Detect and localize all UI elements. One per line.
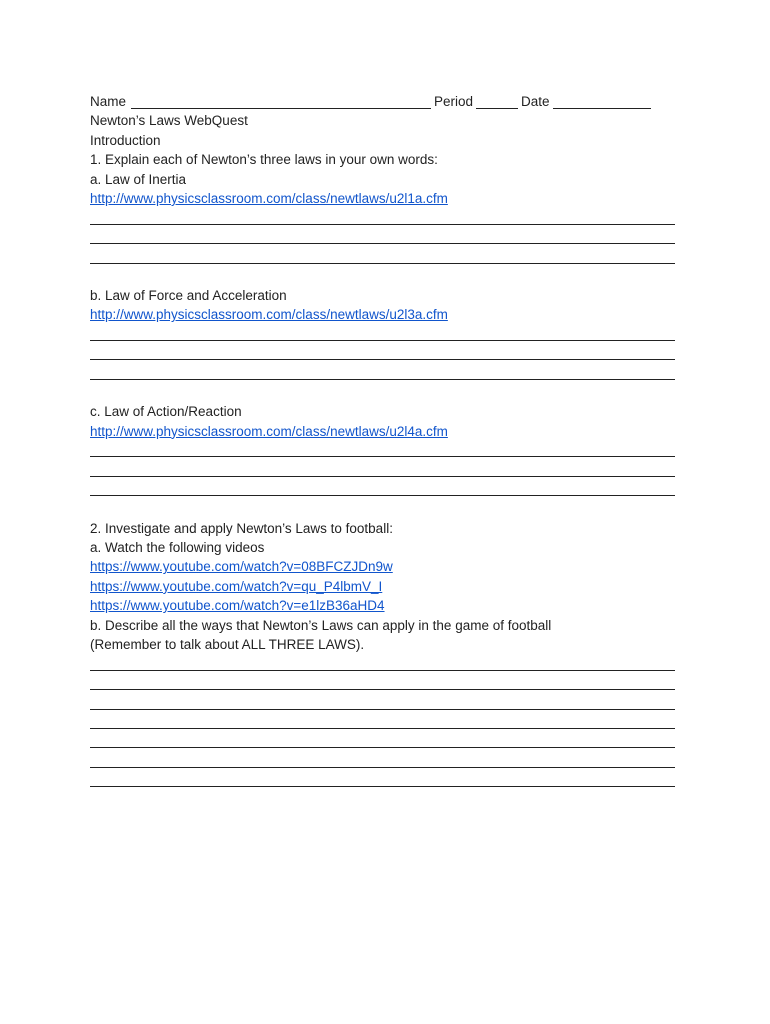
video-link-2[interactable]: https://www.youtube.com/watch?v=qu_P4lbmV_I (90, 578, 383, 594)
question-1a-label: a. Law of Inertia (90, 171, 187, 187)
spacer (90, 383, 680, 402)
answer-line[interactable] (90, 480, 680, 499)
question-2a-label: a. Watch the following videos (90, 539, 265, 555)
answer-line[interactable] (90, 247, 680, 266)
answer-line[interactable] (90, 732, 680, 751)
date-blank[interactable] (553, 94, 651, 109)
period-blank[interactable] (476, 94, 518, 109)
question-1a-link[interactable]: http://www.physicsclassroom.com/class/newtlaws/u2l1a.cfm (90, 190, 448, 206)
answer-line[interactable] (90, 674, 680, 693)
answer-line[interactable] (90, 460, 680, 479)
question-1b-label: b. Law of Force and Acceleration (90, 287, 287, 303)
name-label: Name (90, 93, 127, 109)
video-link-1[interactable]: https://www.youtube.com/watch?v=08BFCZJDn9w (90, 559, 393, 575)
question-1b-link[interactable]: http://www.physicsclassroom.com/class/newtlaws/u2l3a.cfm (90, 307, 448, 323)
answer-line[interactable] (90, 208, 680, 227)
answer-line[interactable] (90, 693, 680, 712)
video-link-3[interactable]: https://www.youtube.com/watch?v=e1lzB36aHD4 (90, 598, 385, 614)
answer-line[interactable] (90, 441, 680, 460)
worksheet-title: Newton’s Laws WebQuest (90, 113, 248, 129)
answer-line[interactable] (90, 771, 680, 790)
spacer (90, 267, 680, 286)
header-line (90, 92, 680, 111)
question-2-prompt: 2. Investigate and apply Newton’s Laws to football: (90, 520, 393, 536)
date-label: Date (521, 93, 550, 109)
answer-line[interactable] (90, 751, 680, 770)
answer-line[interactable] (90, 654, 680, 673)
question-2b-note: (Remember to talk about ALL THREE LAWS). (90, 636, 365, 652)
worksheet-page (90, 92, 680, 790)
answer-line[interactable] (90, 325, 680, 344)
period-label: Period (434, 93, 474, 109)
introduction-heading: Introduction (90, 132, 161, 148)
question-1c-label: c. Law of Action/Reaction (90, 404, 242, 420)
spacer (90, 499, 680, 518)
question-1-prompt: 1. Explain each of Newton’s three laws in your own words: (90, 152, 438, 168)
answer-line[interactable] (90, 363, 680, 382)
question-1c-link[interactable]: http://www.physicsclassroom.com/class/newtlaws/u2l4a.cfm (90, 423, 448, 439)
answer-line[interactable] (90, 713, 680, 732)
question-2b-label: b. Describe all the ways that Newton’s Laws can apply in the game of football (90, 617, 552, 633)
answer-line[interactable] (90, 228, 680, 247)
answer-line[interactable] (90, 344, 680, 363)
name-blank[interactable] (131, 94, 431, 109)
